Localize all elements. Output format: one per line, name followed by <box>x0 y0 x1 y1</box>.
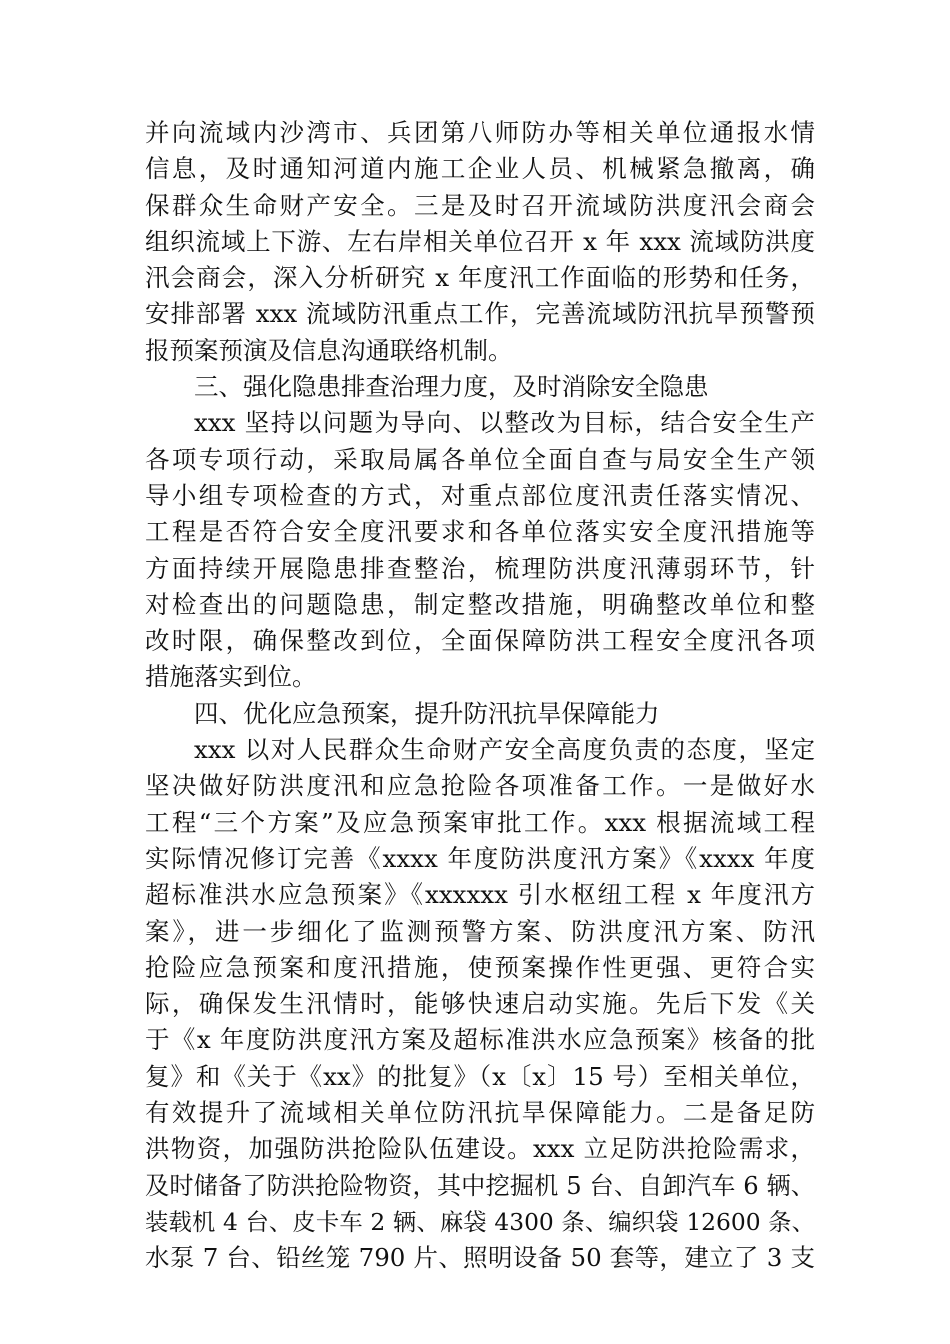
paragraph-line: 组织流域上下游、左右岸相关单位召开 x 年 xxx 流域防洪度 <box>145 226 815 256</box>
section-heading: 四、优化应急预案，提升防汛抗旱保障能力 <box>194 698 660 728</box>
paragraph-line: 措施落实到位。 <box>145 662 317 692</box>
paragraph-line: 保群众生命财产安全。三是及时召开流域防洪度汛会商会 <box>145 190 815 220</box>
paragraph-line: 案》，进一步细化了监测预警方案、防洪度汛方案、防汛 <box>145 916 815 946</box>
paragraph-line: 对检查出的问题隐患，制定整改措施，明确整改单位和整 <box>145 589 815 619</box>
paragraph-line: 于《x 年度防洪度汛方案及超标准洪水应急预案》核备的批 <box>145 1025 815 1055</box>
paragraph-line: 工程“三个方案”及应急预案审批工作。xxx 根据流域工程 <box>145 807 815 837</box>
paragraph-line: 复》和《关于《xx》的批复》（x〔x〕15 号）至相关单位， <box>145 1061 815 1091</box>
paragraph-line: 并向流域内沙湾市、兵团第八师防办等相关单位通报水情 <box>145 118 815 147</box>
paragraph-line: 报预案预演及信息沟通联络机制。 <box>145 335 513 365</box>
paragraph-line: 实际情况修订完善《xxxx 年度防洪度汛方案》《xxxx 年度 <box>145 843 815 873</box>
paragraph-line: 抢险应急预案和度汛措施，使预案操作性更强、更符合实 <box>145 952 815 982</box>
paragraph-line: 坚决做好防洪度汛和应急抢险各项准备工作。一是做好水 <box>145 771 815 801</box>
paragraph-line: 各项专项行动，采取局属各单位全面自查与局安全生产领 <box>145 444 815 474</box>
section-heading: 三、强化隐患排查治理力度，及时消除安全隐患 <box>194 372 709 402</box>
paragraph-line: 信息，及时通知河道内施工企业人员、机械紧急撤离，确 <box>145 154 815 184</box>
paragraph-line: 有效提升了流域相关单位防汛抗旱保障能力。二是备足防 <box>145 1098 815 1128</box>
paragraph-line: 改时限，确保整改到位，全面保障防洪工程安全度汛各项 <box>145 626 815 656</box>
paragraph-line: 装载机 4 台、皮卡车 2 辆、麻袋 4300 条、编织袋 12600 条、 <box>145 1207 815 1236</box>
paragraph-line: xxx 以对人民群众生命财产安全高度负责的态度，坚定 <box>194 735 815 765</box>
paragraph-line: 际，确保发生汛情时，能够快速启动实施。先后下发《关 <box>145 989 815 1019</box>
paragraph-line: 工程是否符合安全度汛要求和各单位落实安全度汛措施等 <box>145 517 815 547</box>
paragraph-line: 方面持续开展隐患排查整治，梳理防洪度汛薄弱环节，针 <box>145 553 815 583</box>
paragraph-line: 及时储备了防洪抢险物资，其中挖掘机 5 台、自卸汽车 6 辆、 <box>145 1171 815 1200</box>
paragraph-line: 安排部署 xxx 流域防汛重点工作，完善流域防汛抗旱预警预 <box>145 299 815 329</box>
paragraph-line: 水泵 7 台、铅丝笼 790 片、照明设备 50 套等，建立了 3 支 <box>145 1243 815 1273</box>
paragraph-line: 超标准洪水应急预案》《xxxxxx 引水枢纽工程 x 年度汛方 <box>145 880 815 910</box>
document-body <box>145 115 815 1277</box>
paragraph-line: 汛会商会，深入分析研究 x 年度汛工作面临的形势和任务， <box>145 263 815 293</box>
paragraph-line: 导小组专项检查的方式，对重点部位度汛责任落实情况、 <box>145 480 815 510</box>
paragraph-line: xxx 坚持以问题为导向、以整改为目标，结合安全生产 <box>194 408 815 438</box>
paragraph-line: 洪物资，加强防洪抢险队伍建设。xxx 立足防洪抢险需求， <box>145 1134 815 1164</box>
